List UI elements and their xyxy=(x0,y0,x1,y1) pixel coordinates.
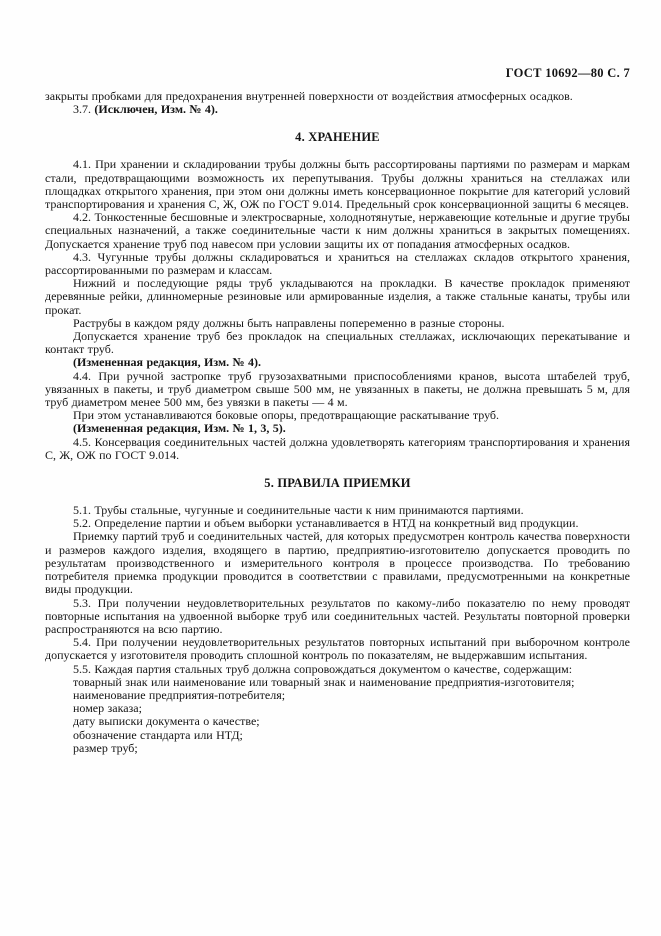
text-run: 3.7. xyxy=(73,102,95,117)
paragraph: Нижний и последующие ряды труб укладываются на прокладки. В качестве прокладок применяют деревянные рейки, длинномерные резиновые или армированные изделия, а также стальные канаты, трубы или прокат. xyxy=(45,276,630,317)
paragraph: наименование предприятия-потребителя; xyxy=(73,687,286,702)
paragraph: номер заказа; xyxy=(73,701,142,716)
paragraph: 4.5. Консервация соединительных частей должна удовлетворять категориям транспортирования и хранения С, Ж, ОЖ по ГОСТ 9.014. xyxy=(45,434,630,462)
paragraph: 4.3. Чугунные трубы должны складироваться и храниться на стеллажах складов открытого хранения, рассортированными по размерам и классам. xyxy=(45,249,630,278)
paragraph: 4.1. При хранении и складировании трубы должны быть рассортированы партиями по размерам и маркам стали, предотвращающими возможность их перепутывания. Трубы должны храниться на стеллажах или площадках открытого хранения, при этом они должны иметь консервационное покрытие для категорий условий транспортирования и хранения С, Ж, ОЖ по ГОСТ 9.014. Предельный срок консервационной защиты 6 месяцев. xyxy=(45,157,630,212)
section-heading: 5. ПРАВИЛА ПРИЕМКИ xyxy=(264,476,411,491)
paragraph xyxy=(45,103,630,116)
paragraph: закрыты пробками для предохранения внутренней поверхности от воздействия атмосферных осадков. xyxy=(45,89,573,103)
paragraph: 5.2. Определение партии и объем выборки устанавливается в НТД на конкретный вид продукции. xyxy=(73,516,579,531)
page-header: ГОСТ 10692—80 С. 7 xyxy=(505,66,630,80)
paragraph: Приемку партий труб и соединительных частей, для которых предусмотрен контроль качества поверхности и размеров каждого изделия, входящего в партию, предприятию-изготовителю допускается проводить по результатам производственного и измерительного контроля в процессе производства. По требованию потребителя приемка продукции проводится в соответствии с правилами, предусмотренными на конкретные виды продукции. xyxy=(45,529,630,597)
paragraph: 5.3. При получении неудовлетворительных результатов по какому-либо показателю по нему проводят повторные испытания на удвоенной выборке труб или соединительных частей. Результаты повторной проверки распространяются на всю партию. xyxy=(45,595,630,636)
paragraph: обозначение стандарта или НТД; xyxy=(73,727,243,742)
paragraph: (Измененная редакция, Изм. № 1, 3, 5). xyxy=(73,421,286,436)
paragraph: При этом устанавливаются боковые опоры, предотвращающие раскатывание труб. xyxy=(73,408,500,423)
paragraph: дату выписки документа о качестве; xyxy=(73,714,260,729)
paragraph: 4.2. Тонкостенные бесшовные и электросварные, холоднотянутые, нержавеющие котельные и другие трубы специальных назначений, а также соединительные части к ним должны храниться в закрытых помещениях. Допускается хранение труб под навесом при условии защиты их от попадания атмосферных осадков. xyxy=(45,210,630,251)
paragraph: Раструбы в каждом ряду должны быть направлены попеременно в разные стороны. xyxy=(73,315,505,330)
paragraph: Допускается хранение труб без прокладок на специальных стеллажах, исключающих перекатывание и контакт труб. xyxy=(45,329,630,357)
section-heading: 4. ХРАНЕНИЕ xyxy=(295,130,380,145)
paragraph: 4.4. При ручной застропке труб грузозахватными приспособлениями кранов, высота штабелей труб, увязанных в пакеты, и труб диаметром свыше 500 мм, не увязанных в пакеты, не должна превышать 5 м, для труб диаметром менее 500 мм, без увязки в пакеты — 4 м. xyxy=(45,368,630,410)
paragraph: 5.5. Каждая партия стальных труб должна сопровождаться документом о качестве, содержащим: xyxy=(73,661,573,676)
paragraph: товарный знак или наименование или товарный знак и наименование предприятия-изготовителя; xyxy=(73,674,575,689)
bold-note: (Исключен, Изм. № 4). xyxy=(94,102,218,117)
paragraph: 5.1. Трубы стальные, чугунные и соединительные части к ним принимаются партиями. xyxy=(73,503,524,518)
paragraph: размер труб; xyxy=(73,740,138,755)
paragraph: 5.4. При получении неудовлетворительных результатов повторных испытаний при выборочном контроле допускается у изготовителя проводить сплошной контроль по показателям, не выдержавшим испытания. xyxy=(45,635,630,663)
paragraph: (Измененная редакция, Изм. № 4). xyxy=(73,355,262,370)
document-body xyxy=(45,90,630,755)
